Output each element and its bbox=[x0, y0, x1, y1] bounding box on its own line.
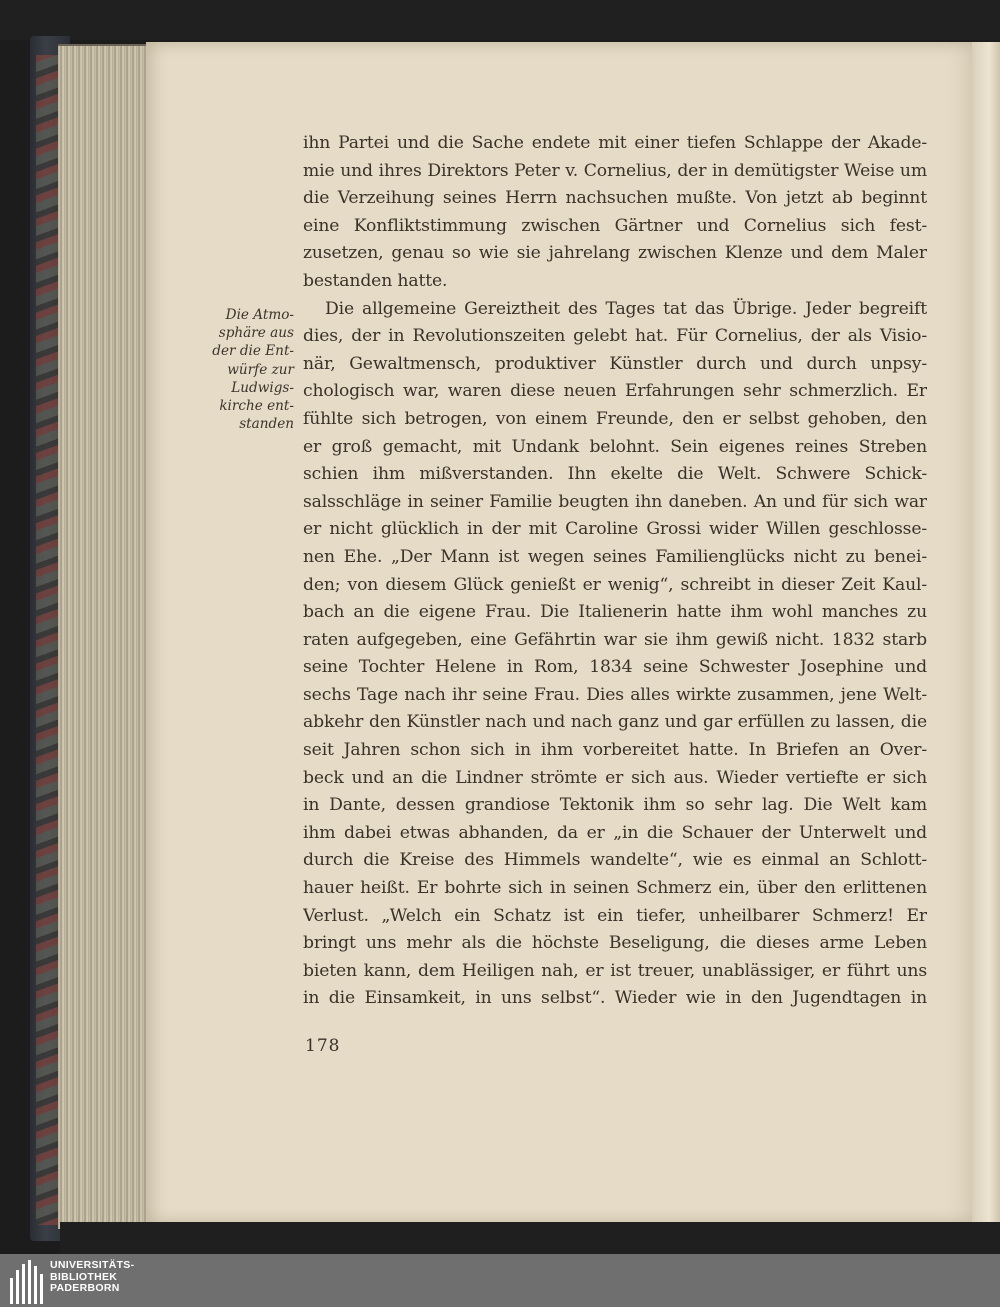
text-line: die Verzeihung seines Herrn nachsuchen mußte. Von jetzt ab beginnt bbox=[303, 188, 927, 209]
text-line: durch die Kreise des Himmels wandelte“, wie es einmal an Schlott- bbox=[303, 850, 927, 871]
text-line: hauer heißt. Er bohrte sich in seinen Schmerz ein, über den erlittenen bbox=[303, 878, 927, 899]
scan-bottom-edge bbox=[60, 1222, 1000, 1254]
text-line: fühlte sich betrogen, von einem Freunde, den er selbst gehoben, den bbox=[303, 408, 927, 429]
library-name-line: UNIVERSITÄTS- bbox=[50, 1259, 135, 1271]
library-logo-icon bbox=[8, 1260, 48, 1304]
text-line: salsschläge in seiner Familie beugten ihn daneben. An und für sich war bbox=[303, 491, 927, 512]
library-name bbox=[50, 1260, 134, 1295]
text-line: beck und an die Lindner strömte er sich aus. Wieder vertiefte er sich bbox=[303, 767, 927, 788]
text-line: er nicht glücklich in der mit Caroline Grossi wider Willen geschlosse- bbox=[303, 519, 927, 540]
text-line: abkehr den Künstler nach und nach ganz und gar erfüllen zu lassen, die bbox=[303, 712, 927, 733]
text-line: bringt uns mehr als die höchste Beseligung, die dieses arme Leben bbox=[303, 933, 927, 954]
text-line: nen Ehe. „Der Mann ist wegen seines Familienglücks nicht zu benei- bbox=[303, 546, 927, 567]
text-line: seine Tochter Helene in Rom, 1834 seine Schwester Josephine und bbox=[303, 657, 927, 678]
text-line: Verlust. „Welch ein Schatz ist ein tiefer, unheilbarer Schmerz! Er bbox=[303, 905, 927, 926]
marginal-note-line: standen bbox=[239, 416, 294, 433]
text-line: eine Konfliktstimmung zwischen Gärtner und Cornelius sich fest- bbox=[303, 215, 927, 236]
marbled-endpaper bbox=[36, 55, 58, 1225]
library-name-line: PADERBORN bbox=[50, 1282, 120, 1294]
text-line: raten aufgegeben, eine Gefährtin war sie ihm gewiß nicht. 1832 starb bbox=[303, 629, 927, 650]
marginal-note-line: würfe zur bbox=[227, 361, 294, 378]
marginal-note-line: sphäre aus bbox=[218, 325, 294, 342]
text-line: när, Gewaltmensch, produktiver Künstler durch und durch unpsy- bbox=[303, 353, 927, 374]
text-line: ihn Partei und die Sache endete mit einer tiefen Schlappe der Akade- bbox=[303, 133, 927, 153]
text-line: in die Einsamkeit, in uns selbst“. Wieder wie in den Jugendtagen in bbox=[303, 988, 927, 1009]
marginal-note bbox=[190, 306, 294, 433]
text-line: den; von diesem Glück genießt er wenig“, schreibt in dieser Zeit Kaul- bbox=[303, 574, 927, 595]
text-line: er groß gemacht, mit Undank belohnt. Sein eigenes reines Streben bbox=[303, 436, 927, 457]
text-line: bach an die eigene Frau. Die Italienerin hatte ihm wohl manches zu bbox=[303, 602, 927, 623]
text-line: ihm dabei etwas abhanden, da er „in die Schauer der Unterwelt und bbox=[303, 822, 927, 843]
page-stack-edges bbox=[58, 44, 150, 1229]
text-line: mie und ihres Direktors Peter v. Cornelius, der in demütigster Weise um bbox=[303, 160, 927, 181]
text-line: in Dante, dessen grandiose Tektonik ihm so sehr lag. Die Welt kam bbox=[303, 795, 927, 816]
marginal-note-line: der die Ent- bbox=[212, 343, 294, 360]
text-line: chologisch war, waren diese neuen Erfahrungen sehr schmerzlich. Er bbox=[303, 381, 927, 402]
body-text bbox=[303, 130, 927, 1013]
text-line: schien ihm mißverstanden. Ihn ekelte die Welt. Schwere Schick- bbox=[303, 464, 927, 485]
marginal-note-line: Die Atmo- bbox=[225, 307, 294, 323]
marginal-note-line: kirche ent- bbox=[219, 398, 294, 415]
text-line: sechs Tage nach ihr seine Frau. Dies alles wirkte zusammen, jene Welt- bbox=[303, 684, 927, 705]
library-name-line: BIBLIOTHEK bbox=[50, 1270, 118, 1283]
text-line: zusetzen, genau so wie sie jahrelang zwischen Klenze und dem Maler bbox=[303, 243, 927, 264]
page-number: 178 bbox=[305, 1036, 341, 1056]
library-footer bbox=[0, 1254, 1000, 1307]
marginal-note-line: Ludwigs- bbox=[231, 379, 294, 396]
facing-page-edge bbox=[972, 42, 1000, 1234]
text-line: bieten kann, dem Heiligen nah, er ist treuer, unablässiger, er führt uns bbox=[303, 960, 927, 981]
text-line: bestanden hatte. bbox=[303, 270, 448, 291]
text-line: Die allgemeine Gereiztheit des Tages tat das Übrige. Jeder begreift bbox=[325, 298, 927, 319]
scan-background bbox=[0, 0, 1000, 40]
text-line: seit Jahren schon sich in ihm vorbereitet hatte. In Briefen an Over- bbox=[303, 740, 927, 761]
text-line: dies, der in Revolutionszeiten gelebt hat. Für Cornelius, der als Visio- bbox=[303, 326, 927, 347]
